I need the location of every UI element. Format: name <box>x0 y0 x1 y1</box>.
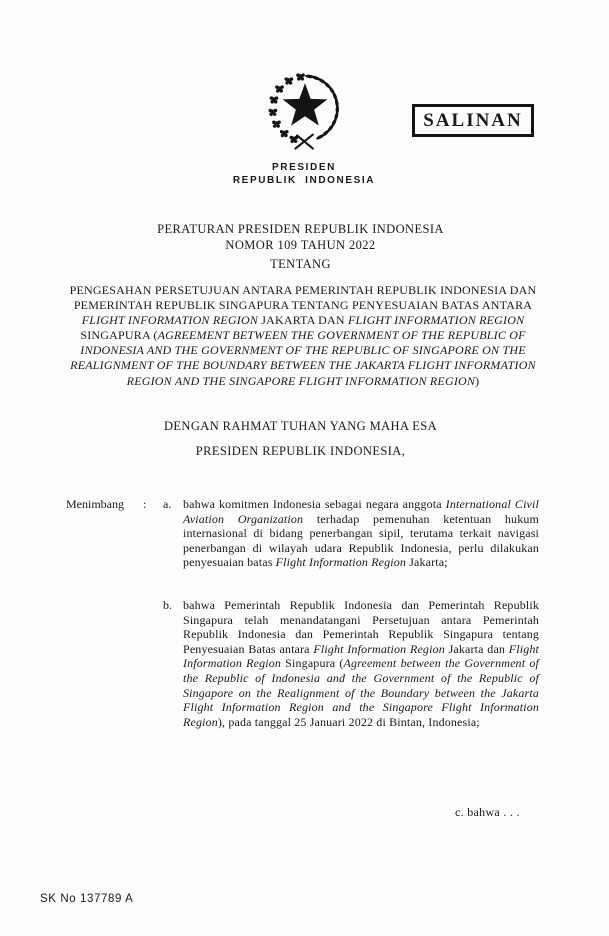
considerans-colon: : <box>143 497 147 511</box>
letterhead-presiden: PRESIDEN <box>272 162 336 173</box>
regulation-subject: PENGESAHAN PERSETUJUAN ANTARA PEMERINTAH REPUBLIK INDONESIA DAN PEMERINTAH REPUBLIK SINGAPURA TENTANG PENYESUAIAN BATAS ANTARA FLIGHT INFORMATION REGION JAKARTA DAN FLIGHT INFORMATION REGION SINGAPURA (AGREEMENT BETWEEN THE GOVERNMENT OF THE REPUBLIC OF INDONESIA AND THE GOVERNMENT OF THE REPUBLIC OF SINGAPORE ON THE REALIGNMENT OF THE BOUNDARY BETWEEN THE JAKARTA FLIGHT INFORMATION REGION AND THE SINGAPORE FLIGHT INFORMATION REGION) <box>69 283 537 388</box>
salinan-label: SALINAN <box>423 109 523 131</box>
sk-number: SK No 137789 A <box>40 893 134 905</box>
salinan-stamp <box>412 104 534 137</box>
considerans-item-b <box>163 598 541 729</box>
considerans-items <box>163 497 541 729</box>
letterhead-republik-indonesia: REPUBLIK INDONESIA <box>232 174 376 186</box>
motto-line: DENGAN RAHMAT TUHAN YANG MAHA ESA <box>163 419 438 433</box>
catchword: c. bahwa . . . <box>455 805 520 819</box>
item-letter: a. <box>163 497 172 511</box>
considerans-section <box>66 497 541 729</box>
considerans-label: Menimbang <box>66 497 124 511</box>
item-letter: b. <box>163 597 172 612</box>
presidential-star-wreath-emblem-icon <box>257 68 353 154</box>
regulation-heading <box>0 222 601 273</box>
considerans-item-a <box>163 497 541 570</box>
item-text: bahwa komitmen Indonesia sebagai negara anggota International Civil Aviation Organization terhadap pemenuhan ketentuan hukum internasional di bidang penerbangan sipil, terutama terkait navigasi penerbangan di wilayah udara Republik Indonesia, perlu dilakukan penyesuaian batas Flight Information Region Jakarta; <box>183 497 539 570</box>
regulation-number-line: NOMOR 109 TAHUN 2022 <box>225 237 376 252</box>
tentang-label: TENTANG <box>270 257 331 271</box>
item-text: bahwa Pemerintah Republik Indonesia dan Pemerintah Republik Singapura telah menandatangani Persetujuan antara Pemerintah Republik Indonesia dan Pemerintah Republik Singapura tentang Penyesuaian Batas antara Flight Information Region Jakarta dan Flight Information Region Singapura (Agreement between the Government of the Republic of Indonesia and the Government of the Republic of Singapore on the Realignment of the Boundary between the Jakarta Flight Information Region and the Singapore Flight Information Region), pada tanggal 25 Januari 2022 di Bintan, Indonesia; <box>183 597 540 729</box>
letterhead <box>184 162 424 187</box>
authority-line: PRESIDEN REPUBLIK INDONESIA, <box>195 444 406 458</box>
regulation-title-line: PERATURAN PRESIDEN REPUBLIK INDONESIA <box>157 222 444 236</box>
